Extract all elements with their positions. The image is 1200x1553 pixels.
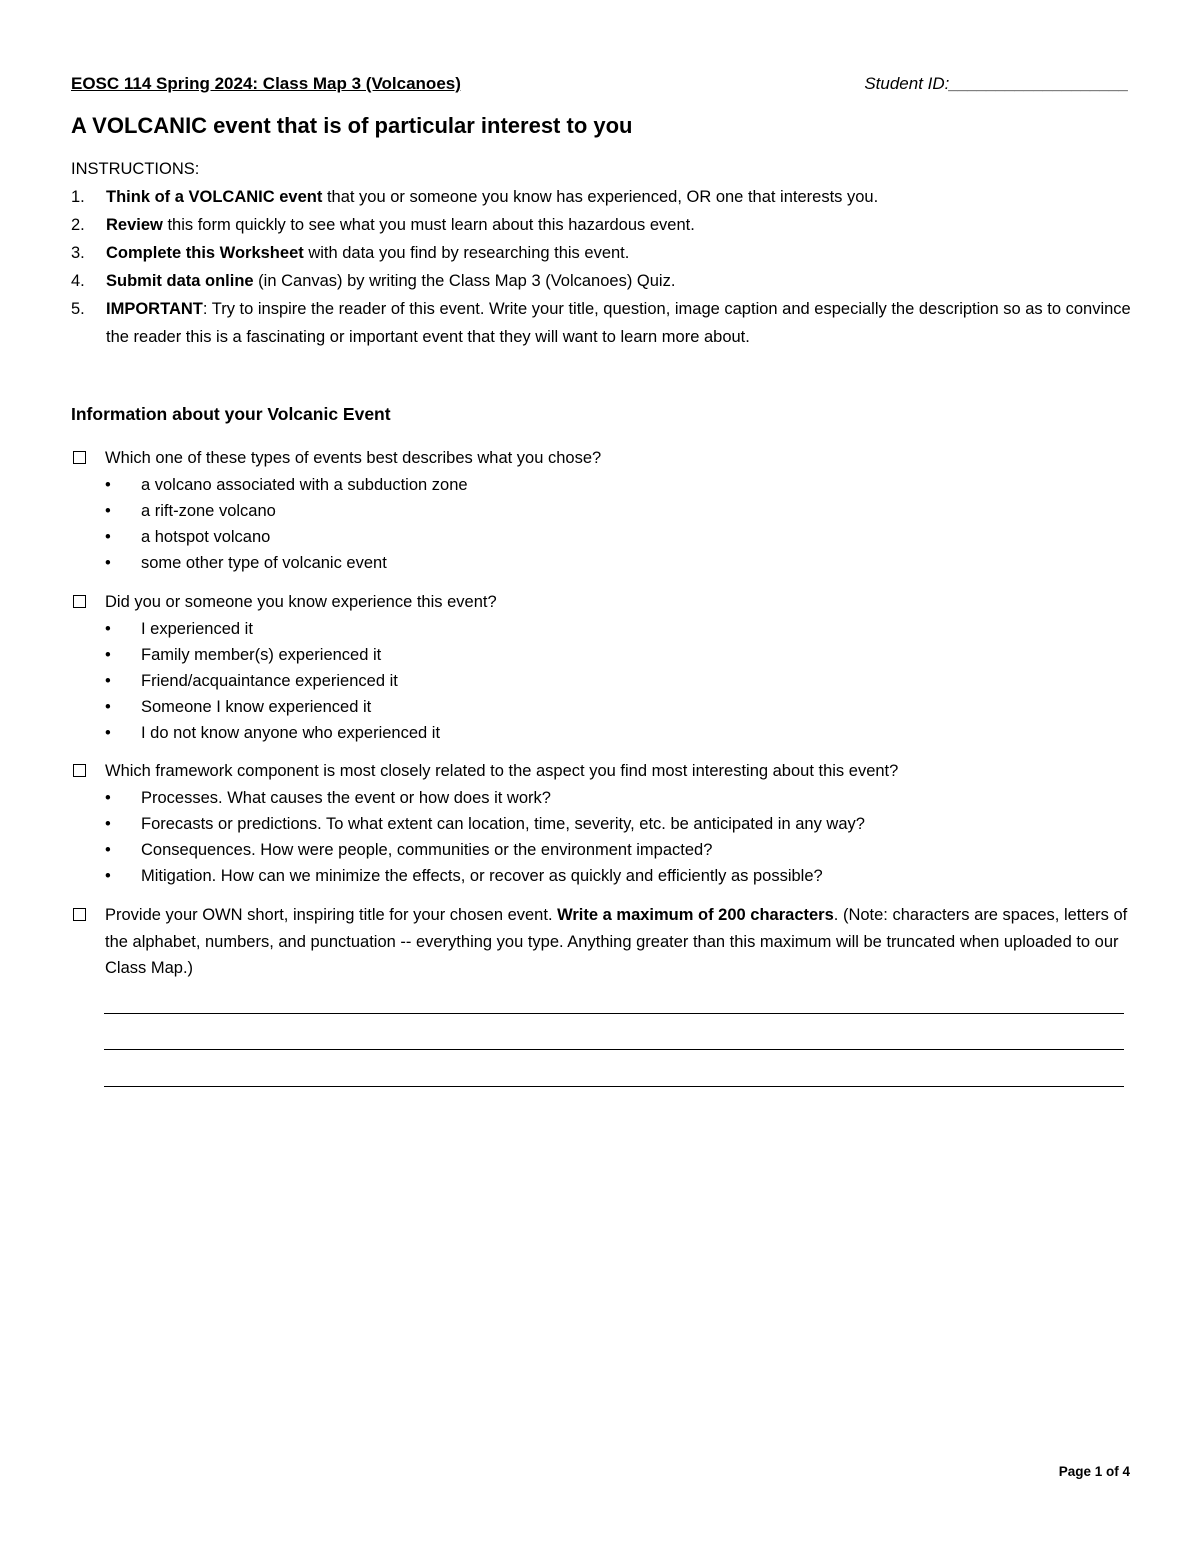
bullet-icon: • [105,788,111,807]
bullet-icon: • [105,501,111,520]
bullet-icon: • [105,527,111,546]
course-title: EOSC 114 Spring 2024: Class Map 3 (Volcanoes) [71,74,461,93]
checkbox-icon[interactable] [73,451,86,464]
bullet-icon: • [105,723,111,742]
checkbox-icon[interactable] [73,595,86,608]
question-prompt: Which framework component is most closely related to the aspect you find most interesting about this event? [105,762,899,780]
page-header [71,74,1129,98]
option-item: • Forecasts or predictions. To what extent can location, time, severity, etc. be anticipated in any way? [71,811,1131,837]
checkbox-icon[interactable] [73,764,86,777]
options-list [71,616,1131,746]
instructions-heading: INSTRUCTIONS: [71,160,200,178]
option-item: • Someone I know experienced it [71,694,1131,720]
question-title: Provide your OWN short, inspiring title for your chosen event. Write a maximum of 200 characters. (Note: characters are spaces, letters of the alphabet, numbers, and punctuation -- everything you type. Anything greater than this maximum will be truncated when uploaded to our Class Map.) [71,902,1131,982]
instructions-list [71,183,1131,351]
instruction-item: 4. Submit data online (in Canvas) by writing the Class Map 3 (Volcanoes) Quiz. [71,272,676,290]
question-prompt: Which one of these types of events best describes what you chose? [105,449,602,467]
bullet-icon: • [105,697,111,716]
instruction-item: 1. Think of a VOLCANIC event that you or someone you know has experienced, OR one that interests you. [71,188,879,206]
option-item: • Mitigation. How can we minimize the effects, or recover as quickly and efficiently as possible? [71,863,1131,889]
question-experience [71,589,1131,746]
option-item: • some other type of volcanic event [71,550,1131,576]
bullet-icon: • [105,840,111,859]
bullet-icon: • [105,475,111,494]
bullet-icon: • [105,814,111,833]
option-item: • Family member(s) experienced it [71,642,1131,668]
checkbox-icon[interactable] [73,908,86,921]
page-number: Page 1 of 4 [1058,1464,1130,1479]
option-item: • I experienced it [71,616,1131,642]
options-list [71,472,1131,576]
answer-line[interactable] [104,1013,1124,1014]
bullet-icon: • [105,553,111,572]
instruction-item: 3. Complete this Worksheet with data you find by researching this event. [71,244,630,262]
answer-line[interactable] [104,1049,1124,1050]
option-item: • a volcano associated with a subduction zone [71,472,1131,498]
student-id-field[interactable]: Student ID:___________________ [864,74,1129,93]
bullet-icon: • [105,619,111,638]
option-item: • Consequences. How were people, communities or the environment impacted? [71,837,1131,863]
bullet-icon: • [105,866,111,885]
option-item: • a rift-zone volcano [71,498,1131,524]
option-item: • Friend/acquaintance experienced it [71,668,1131,694]
options-list [71,785,1131,889]
bullet-icon: • [105,645,111,664]
instruction-item: 5. IMPORTANT: Try to inspire the reader of this event. Write your title, question, image caption and especially the description so as to convince the reader this is a fascinating or important event that they will want to learn more about. [71,300,1131,346]
question-event-type [71,445,1131,576]
bullet-icon: • [105,671,111,690]
instruction-item: 2. Review this form quickly to see what you must learn about this hazardous event. [71,216,695,234]
question-prompt: Did you or someone you know experience this event? [105,593,497,611]
page-title: A VOLCANIC event that is of particular interest to you [71,113,633,138]
option-item: • a hotspot volcano [71,524,1131,550]
option-item: • I do not know anyone who experienced it [71,720,1131,746]
question-framework [71,758,1131,889]
option-item: • Processes. What causes the event or how does it work? [71,785,1131,811]
answer-line[interactable] [104,1086,1124,1087]
section-heading: Information about your Volcanic Event [71,404,391,424]
